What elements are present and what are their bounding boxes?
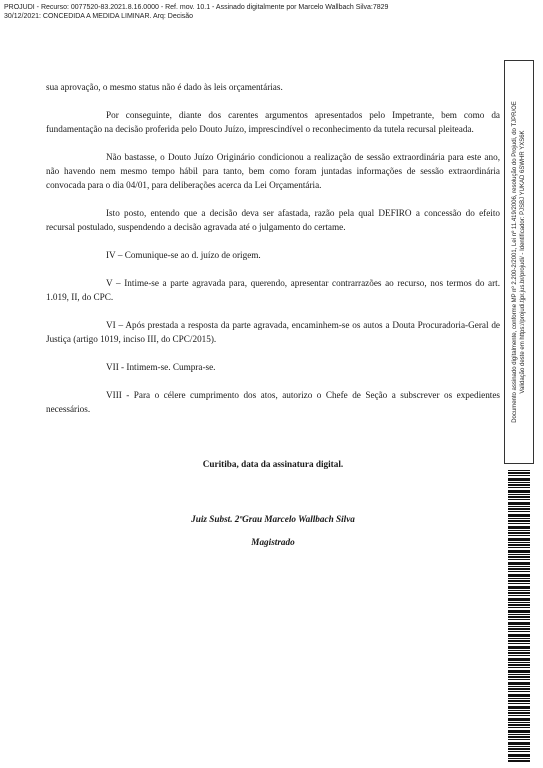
paragraph-item-viii: VIII - Para o célere cumprimento dos atos, autorizo o Chefe de Seção a subscrever os expedientes necessários. [46,390,500,414]
paragraph-item-vi: VI – Após prestada a resposta da parte agravada, encaminhem-se os autos a Douta Procuradoria-Geral de Justiça (artigo 1019, inciso III, do CPC/2015). [46,320,500,344]
digital-signature-stamp [504,60,534,464]
paragraph-continuation: sua aprovação, o mesmo status não é dado às leis orçamentárias. [46,82,283,92]
stamp-line-1: Documento assinado digitalmente, conforme MP nº 2.200-2/2001, Lei nº 11.419/2006, resolução do Projudi, do TJPR/OE [512,101,518,423]
barcode [508,470,530,762]
paragraph-ruling: Isto posto, entendo que a decisão deva ser afastada, razão pela qual DEFIRO a concessão do efeito recursal postulado, suspendendo a decisão agravada até o julgamento do certame. [46,208,500,232]
header-line-2: 30/12/2021: CONCEDIDA A MEDIDA LIMINAR. Arq: Decisão [4,13,194,20]
document-header [4,3,484,21]
city-date-line: Curitiba, data da assinatura digital. [202,459,344,469]
paragraph-argument: Por conseguinte, diante dos carentes argumentos apresentados pelo Impetrante, bem como da fundamentação na decisão proferida pelo Douto Juízo, imprescindível o reconhecimento da tutela recursal pleiteada. [46,110,500,134]
paragraph-session: Não bastasse, o Douto Juízo Originário condicionou a realização de sessão extraordinária para este ano, não havendo nem mesmo tempo hábil para tanto, bem como foram juntadas informações de sessão extraordinária convocada para o dia 04/01, para deliberações acerca da Lei Orçamentária. [46,152,500,190]
paragraph-item-vii: VII - Intimem-se. Cumpra-se. [106,362,216,372]
stamp-line-2: Validação deste em https://projudi.tjpr.jus.br/projudi/ - Identificador: PJSBJ YUKAD 6SWHR YXS6K [520,130,526,394]
stamp-text [511,65,527,459]
judge-role: Magistrado [251,537,295,547]
header-line-1: PROJUDI - Recurso: 0077520-83.2021.8.16.0000 - Ref. mov. 10.1 - Assinado digitalmente por Marcelo Wallbach Silva:7829 [4,4,389,11]
decision-body [46,80,500,430]
judge-signature: Juiz Subst. 2ºGrau Marcelo Wallbach Silva [191,514,355,524]
paragraph-item-v: V – Intime-se a parte agravada para, querendo, apresentar contrarrazões ao recurso, nos termos do art. 1.019, II, do CPC. [46,278,500,302]
paragraph-item-iv: IV – Comunique-se ao d. juízo de origem. [106,250,261,260]
